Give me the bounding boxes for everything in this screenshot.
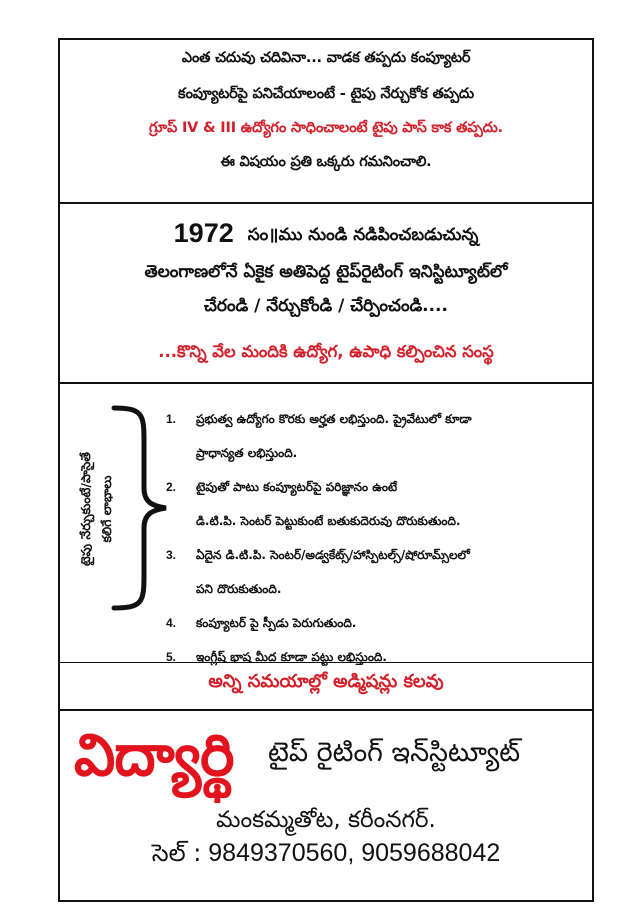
about-line-1-text: సం॥ము నుండి నడిపించబడుచున్న	[247, 225, 479, 245]
list-item	[156, 538, 586, 606]
institute-name-logo: విద్యార్థి	[74, 721, 234, 789]
item-number: 1.	[165, 412, 176, 426]
item-number: 4.	[165, 616, 176, 630]
about-line-3: చేరండి / నేర్చుకోండి / చేర్పించండి....	[204, 296, 448, 316]
about-line-2: తెలంగాణలోనే ఏకైక అతిపెద్ద టైప్‌రైటింగ్ ఇనిస్టిట్యూట్‌లో	[144, 262, 508, 282]
phone-numbers: 9849370560, 9059688042	[208, 839, 501, 867]
admission-section	[60, 663, 592, 709]
about-line-1	[60, 218, 592, 249]
item-text-line-1: ప్రభుత్వ ఉద్యోగం కొరకు అర్హత లభిస్తుంది. ప్రైవేటులో కూడా	[196, 412, 472, 426]
about-line-4: ...కొన్ని వేల మందికి ఉద్యోగ, ఉపాధి కల్పించిన సంస్థ	[158, 342, 494, 361]
list-item	[156, 402, 586, 470]
item-text-line-1: కంప్యూటర్ పై స్పీడు పెరుగుతుంది.	[196, 616, 357, 630]
phone-line	[60, 839, 592, 873]
list-item	[156, 470, 586, 538]
item-text-line-1: ఇంగ్లీష్ భాష మీద కూడా పట్టు లభిస్తుంది.	[196, 650, 387, 664]
institute-subtitle: టైప్ రైటింగ్ ఇన్‌స్టిట్యూట్	[268, 737, 521, 768]
item-text-line-1: ఏదైన డి.టి.పి. సెంటర్/అడ్వకేట్స్/హాస్పిటల్స్/షోరూమ్స్‌లలో	[196, 548, 470, 562]
item-number: 2.	[165, 480, 176, 494]
item-number: 3.	[165, 548, 176, 562]
item-text-line-2: ప్రాధాన్యత లభిస్తుంది.	[196, 446, 298, 460]
benefits-section	[60, 384, 592, 662]
item-number: 5.	[165, 650, 176, 664]
item-text-line-2: పని దొరుకుతుంది.	[196, 582, 282, 596]
benefits-list	[156, 402, 586, 674]
advertisement-frame	[58, 38, 594, 902]
phone-label: సెల్ :	[151, 839, 202, 867]
benefits-side-label-line-2: కలిగే లాభాలు	[99, 475, 114, 543]
intro-line-1: ఎంత చదువు చదివినా... వాడక తప్పదు కంప్యూటర్	[181, 50, 471, 66]
list-item	[156, 606, 586, 640]
institute-section	[60, 711, 592, 901]
intro-line-3: గ్రూప్ IV & III ఉద్యోగం సాధించాలంటే టైపు పాస్ కాక తప్పదు.	[149, 120, 503, 136]
intro-line-2: కంప్యూటర్‌పై పనిచేయాలంటే - టైపు నేర్చుకోక తప్పదు	[178, 86, 474, 102]
intro-section	[60, 40, 592, 202]
item-text-line-2: డి.టి.పి. సెంటర్ పెట్టుకుంటే బతుకుదెరువు దొరుకుతుంది.	[196, 514, 461, 528]
benefits-side-label-line-1: టైపు నేర్చుకుంటే/పాసైతే	[78, 452, 93, 567]
institute-address: మంకమ్మతోట, కరీంనగర్.	[216, 807, 436, 833]
about-section	[60, 204, 592, 382]
intro-line-4: ఈ విషయం ప్రతి ఒక్కరు గమనించాలి.	[220, 154, 432, 170]
founding-year: 1972	[173, 218, 234, 248]
item-text-line-1: టైపుతో పాటు కంప్యూటర్‌పై పరిజ్ఞానం ఉంటే	[196, 480, 398, 494]
admission-text: అన్ని సమయాల్లో అడ్మిషన్లు కలవు	[208, 671, 444, 692]
